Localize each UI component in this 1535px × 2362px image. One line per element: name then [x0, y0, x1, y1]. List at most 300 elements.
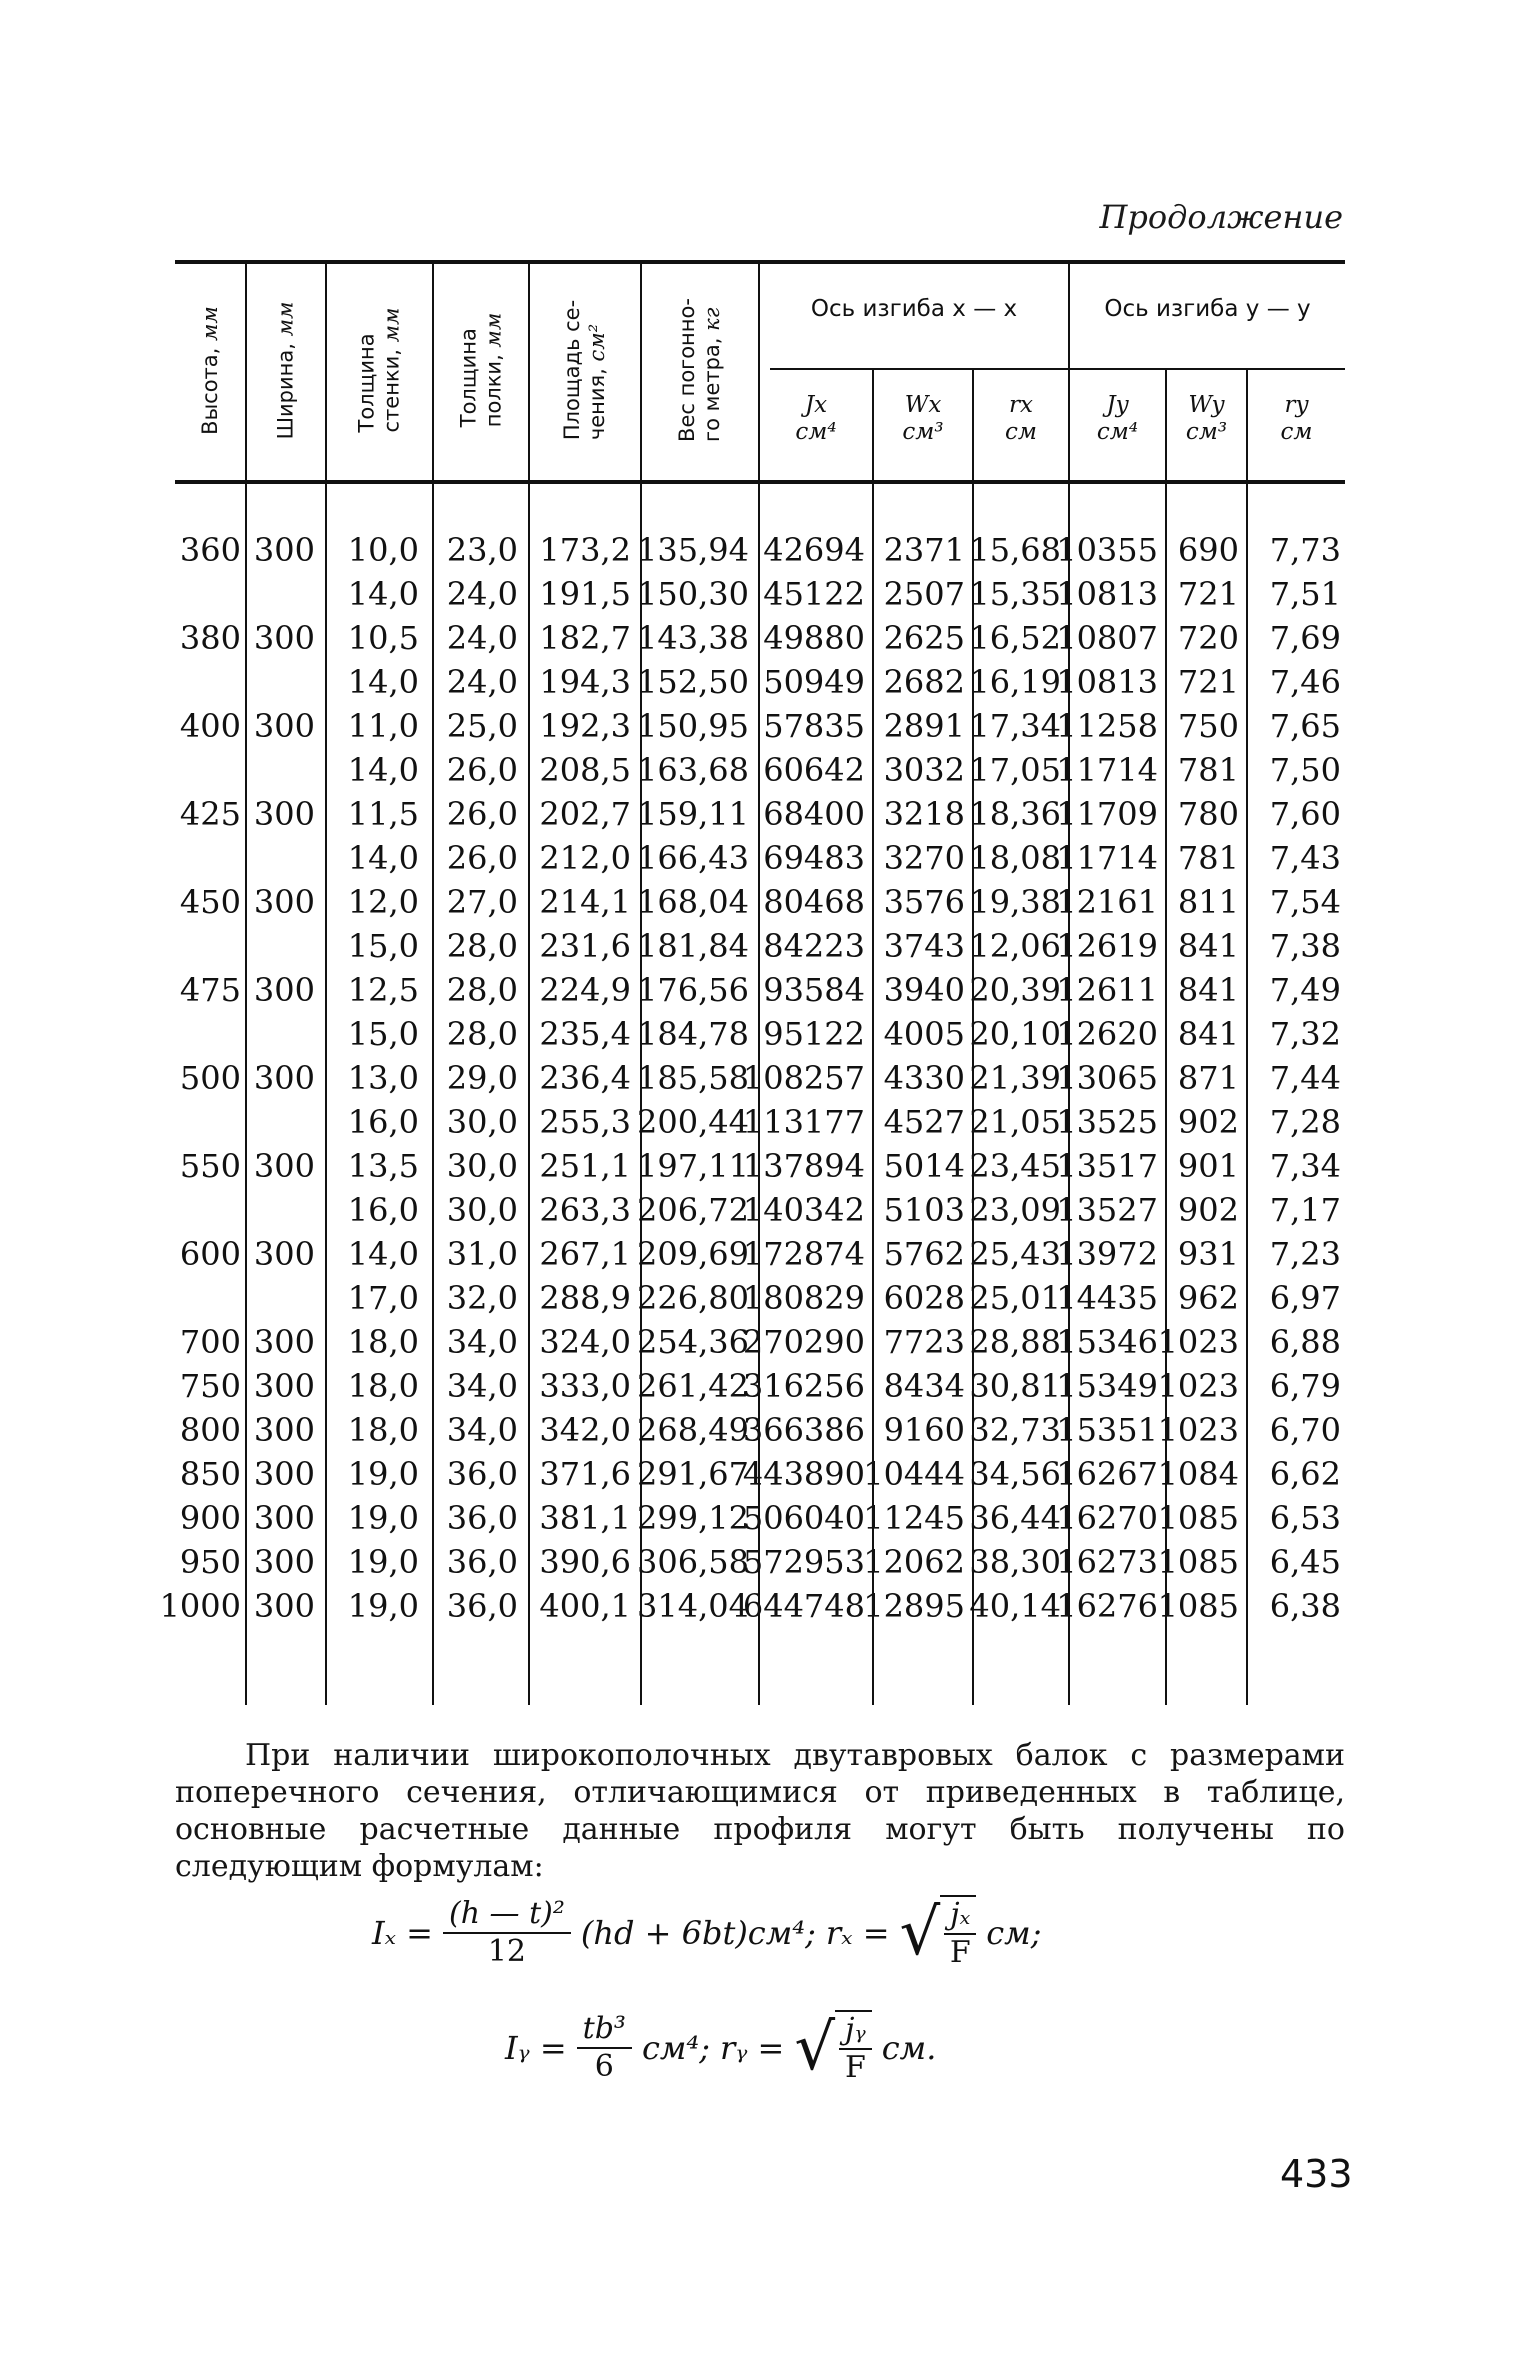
cell-jy: 15351 — [1056, 1411, 1158, 1449]
cell-width: 300 — [253, 1499, 315, 1537]
cell-area: 191,5 — [539, 575, 631, 613]
cell-ry: 6,88 — [1269, 1323, 1341, 1361]
cell-area: 400,1 — [539, 1587, 631, 1625]
cell-web-thickness: 19,0 — [347, 1499, 419, 1537]
cell-wy: 781 — [1177, 751, 1239, 789]
cell-flange-thickness: 23,0 — [446, 531, 518, 569]
header-ry — [1248, 392, 1345, 446]
cell-jy: 11709 — [1056, 795, 1158, 833]
cell-web-thickness: 19,0 — [347, 1543, 419, 1581]
cell-jy: 12611 — [1056, 971, 1158, 1009]
cell-ry: 7,32 — [1269, 1015, 1341, 1053]
cell-ry: 7,46 — [1269, 663, 1341, 701]
cell-width: 300 — [253, 619, 315, 657]
cell-ry: 7,60 — [1269, 795, 1341, 833]
continuation-label: Продолжение — [1099, 198, 1343, 236]
cell-area: 263,3 — [539, 1191, 631, 1229]
table-row — [175, 1144, 1345, 1188]
cell-jx: 180829 — [742, 1279, 865, 1317]
header-wx-symbol: Wx — [904, 392, 942, 418]
header-weight-line1: Вес погонно- — [675, 298, 699, 442]
cell-flange-thickness: 26,0 — [446, 751, 518, 789]
cell-jy: 16273 — [1056, 1543, 1158, 1581]
cell-rx: 21,39 — [969, 1059, 1061, 1097]
table-row — [175, 1408, 1345, 1452]
cell-ry: 7,65 — [1269, 707, 1341, 745]
cell-jx: 108257 — [742, 1059, 865, 1097]
cell-jy: 13065 — [1056, 1059, 1158, 1097]
formula-rx-numerator: jₓ — [944, 1897, 976, 1935]
cell-wy: 841 — [1177, 1015, 1239, 1053]
header-axis-y: Ось изгиба у — у — [1104, 296, 1311, 322]
cell-wx: 4005 — [883, 1015, 965, 1053]
cell-rx: 12,06 — [969, 927, 1061, 965]
cell-wy: 1023 — [1157, 1411, 1239, 1449]
formula-ry-radical — [794, 2010, 871, 2086]
cell-wx: 2507 — [883, 575, 965, 613]
cell-rx: 23,09 — [969, 1191, 1061, 1229]
cell-weight: 268,49 — [637, 1411, 749, 1449]
table-row — [175, 1232, 1345, 1276]
table-row — [175, 1496, 1345, 1540]
cell-area: 251,1 — [539, 1147, 631, 1185]
cell-wx: 3576 — [883, 883, 965, 921]
header-weight — [642, 260, 758, 480]
cell-width: 300 — [253, 1147, 315, 1185]
header-rx — [974, 392, 1068, 446]
sqrt-icon: √ — [899, 1896, 941, 1970]
header-flange-thickness — [434, 260, 528, 480]
cell-width: 300 — [253, 971, 315, 1009]
header-jx-symbol: Jx — [804, 392, 828, 418]
cell-weight: 197,11 — [637, 1147, 749, 1185]
cell-flange-thickness: 28,0 — [446, 971, 518, 1009]
cell-wy: 901 — [1177, 1147, 1239, 1185]
cell-width: 300 — [253, 1059, 315, 1097]
table-row — [175, 1276, 1345, 1320]
cell-ry: 7,44 — [1269, 1059, 1341, 1097]
formula-y-middle: см⁴; — [641, 2029, 711, 2067]
formula-ry-lhs: rᵧ = — [720, 2029, 785, 2067]
cell-width: 300 — [253, 1323, 315, 1361]
profile-table — [159, 260, 1345, 1705]
cell-width: 300 — [253, 707, 315, 745]
cell-area: 267,1 — [539, 1235, 631, 1273]
cell-jy: 13972 — [1056, 1235, 1158, 1273]
cell-ry: 6,97 — [1269, 1279, 1341, 1317]
cell-width: 300 — [253, 1235, 315, 1273]
cell-wx: 2682 — [883, 663, 965, 701]
formula-y-numerator: tb³ — [577, 2011, 632, 2049]
cell-wy: 690 — [1177, 531, 1239, 569]
cell-flange-thickness: 24,0 — [446, 575, 518, 613]
cell-jy: 16276 — [1056, 1587, 1158, 1625]
cell-web-thickness: 12,5 — [347, 971, 419, 1009]
header-jy — [1070, 392, 1165, 446]
cell-jy: 11258 — [1056, 707, 1158, 745]
cell-flange-thickness: 30,0 — [446, 1103, 518, 1141]
cell-rx: 23,45 — [969, 1147, 1061, 1185]
cell-area: 381,1 — [539, 1499, 631, 1537]
cell-weight: 159,11 — [637, 795, 749, 833]
cell-rx: 17,05 — [969, 751, 1061, 789]
cell-rx: 19,38 — [969, 883, 1061, 921]
cell-width: 300 — [253, 1411, 315, 1449]
table-row — [175, 836, 1345, 880]
cell-rx: 15,68 — [969, 531, 1061, 569]
cell-weight: 150,30 — [637, 575, 749, 613]
cell-web-thickness: 16,0 — [347, 1191, 419, 1229]
cell-weight: 181,84 — [637, 927, 749, 965]
cell-jx: 69483 — [763, 839, 865, 877]
cell-weight: 226,80 — [637, 1279, 749, 1317]
cell-area: 255,3 — [539, 1103, 631, 1141]
cell-web-thickness: 13,0 — [347, 1059, 419, 1097]
formula-x — [372, 1895, 1041, 1971]
cell-wy: 962 — [1177, 1279, 1239, 1317]
cell-area: 371,6 — [539, 1455, 631, 1493]
cell-area: 214,1 — [539, 883, 631, 921]
formula-x-middle: (hd + 6bt)см⁴; — [580, 1914, 816, 1952]
header-flange-line1: Толщина — [456, 328, 481, 428]
cell-jy: 13517 — [1056, 1147, 1158, 1185]
cell-wx: 6028 — [883, 1279, 965, 1317]
cell-wy: 841 — [1177, 971, 1239, 1009]
cell-rx: 18,36 — [969, 795, 1061, 833]
table-row — [175, 1364, 1345, 1408]
cell-wy: 1023 — [1157, 1367, 1239, 1405]
formula-rx-lhs: rₓ = — [825, 1914, 890, 1952]
header-jy-unit: см⁴ — [1096, 419, 1139, 445]
cell-wy: 720 — [1177, 619, 1239, 657]
explanation-paragraph: При наличии широкополочных двутавровых балок с размерами поперечного сечения, отличающимися от приведенных в таблице, основные расчетные данные профиля могут быть получены по следующим формулам: — [175, 1738, 1345, 1884]
cell-wx: 12062 — [863, 1543, 965, 1581]
cell-rx: 25,01 — [969, 1279, 1061, 1317]
formula-rx-denominator: F — [949, 1935, 971, 1970]
table-row — [175, 924, 1345, 968]
cell-wx: 5762 — [883, 1235, 965, 1273]
table-row — [175, 616, 1345, 660]
header-wy — [1167, 392, 1246, 446]
formula-rx-unit: см; — [986, 1914, 1042, 1952]
cell-weight: 206,72 — [637, 1191, 749, 1229]
header-web-thickness — [327, 260, 432, 480]
formula-x-lhs: Iₓ = — [372, 1914, 433, 1952]
cell-jx: 60642 — [763, 751, 865, 789]
cell-web-thickness: 18,0 — [347, 1367, 419, 1405]
cell-ry: 6,70 — [1269, 1411, 1341, 1449]
cell-jy: 13527 — [1056, 1191, 1158, 1229]
cell-wy: 721 — [1177, 575, 1239, 613]
cell-web-thickness: 10,5 — [347, 619, 419, 657]
cell-wy: 811 — [1177, 883, 1239, 921]
cell-flange-thickness: 28,0 — [446, 927, 518, 965]
cell-web-thickness: 19,0 — [347, 1587, 419, 1625]
table-row — [175, 1188, 1345, 1232]
header-height-unit: мм — [197, 305, 222, 341]
cell-ry: 7,23 — [1269, 1235, 1341, 1273]
cell-ry: 7,50 — [1269, 751, 1341, 789]
table-row — [175, 968, 1345, 1012]
cell-rx: 25,43 — [969, 1235, 1061, 1273]
cell-wx: 4330 — [883, 1059, 965, 1097]
cell-weight: 200,44 — [637, 1103, 749, 1141]
cell-ry: 6,62 — [1269, 1455, 1341, 1493]
cell-wx: 9160 — [883, 1411, 965, 1449]
formula-rx-radical — [900, 1895, 977, 1971]
cell-height: 380 — [179, 619, 241, 657]
cell-jx: 50949 — [763, 663, 865, 701]
sqrt-icon: √ — [794, 2011, 836, 2085]
cell-wx: 5103 — [883, 1191, 965, 1229]
cell-flange-thickness: 29,0 — [446, 1059, 518, 1097]
cell-jy: 13525 — [1056, 1103, 1158, 1141]
header-jx-unit: см⁴ — [795, 419, 837, 445]
cell-weight: 306,58 — [637, 1543, 749, 1581]
header-width — [247, 260, 325, 480]
cell-jy: 15349 — [1056, 1367, 1158, 1405]
cell-flange-thickness: 24,0 — [446, 619, 518, 657]
cell-wx: 7723 — [883, 1323, 965, 1361]
cell-flange-thickness: 34,0 — [446, 1323, 518, 1361]
cell-flange-thickness: 32,0 — [446, 1279, 518, 1317]
cell-width: 300 — [253, 531, 315, 569]
cell-wy: 1085 — [1157, 1587, 1239, 1625]
cell-ry: 6,45 — [1269, 1543, 1341, 1581]
table-row — [175, 792, 1345, 836]
cell-jx: 572953 — [742, 1543, 865, 1581]
header-ry-symbol: ry — [1284, 392, 1309, 418]
table-row — [175, 528, 1345, 572]
cell-web-thickness: 17,0 — [347, 1279, 419, 1317]
formula-ry-fraction — [839, 2012, 872, 2086]
cell-web-thickness: 18,0 — [347, 1323, 419, 1361]
cell-ry: 7,51 — [1269, 575, 1341, 613]
formula-x-fraction — [443, 1896, 571, 1970]
header-web-unit: мм — [379, 307, 404, 343]
cell-weight: 166,43 — [637, 839, 749, 877]
cell-jy: 10813 — [1056, 575, 1158, 613]
cell-area: 333,0 — [539, 1367, 631, 1405]
cell-weight: 176,56 — [637, 971, 749, 1009]
cell-wx: 4527 — [883, 1103, 965, 1141]
header-axis-x: Ось изгиба х — х — [810, 296, 1018, 322]
table-body — [159, 528, 1345, 1628]
cell-rx: 15,35 — [969, 575, 1061, 613]
cell-height: 450 — [179, 883, 241, 921]
cell-jx: 45122 — [763, 575, 865, 613]
cell-web-thickness: 15,0 — [347, 1015, 419, 1053]
cell-jx: 49880 — [763, 619, 865, 657]
cell-web-thickness: 14,0 — [347, 839, 419, 877]
formula-y-denominator: 6 — [594, 2049, 614, 2084]
cell-wy: 902 — [1177, 1103, 1239, 1141]
cell-ry: 7,28 — [1269, 1103, 1341, 1141]
cell-wy: 780 — [1177, 795, 1239, 833]
cell-web-thickness: 11,5 — [347, 795, 419, 833]
cell-height: 360 — [179, 531, 241, 569]
header-rx-unit: см — [1005, 419, 1037, 445]
cell-jx: 68400 — [763, 795, 865, 833]
cell-area: 208,5 — [539, 751, 631, 789]
cell-jx: 113177 — [742, 1103, 865, 1141]
cell-rx: 17,34 — [969, 707, 1061, 745]
cell-weight: 184,78 — [637, 1015, 749, 1053]
cell-rx: 30,81 — [969, 1367, 1061, 1405]
cell-jy: 14435 — [1056, 1279, 1158, 1317]
cell-flange-thickness: 34,0 — [446, 1367, 518, 1405]
cell-area: 324,0 — [539, 1323, 631, 1361]
header-flange-line2: полки, — [481, 347, 506, 428]
cell-rx: 28,88 — [969, 1323, 1061, 1361]
formula-y-fraction — [577, 2011, 632, 2085]
cell-flange-thickness: 34,0 — [446, 1411, 518, 1449]
cell-ry: 7,43 — [1269, 839, 1341, 877]
cell-ry: 7,38 — [1269, 927, 1341, 965]
cell-web-thickness: 14,0 — [347, 575, 419, 613]
header-width-label: Ширина, — [273, 335, 298, 439]
cell-jx: 42694 — [763, 531, 865, 569]
cell-width: 300 — [253, 1455, 315, 1493]
cell-height: 850 — [179, 1455, 241, 1493]
formula-rx-fraction — [944, 1897, 976, 1971]
header-jx — [760, 392, 872, 446]
cell-weight: 168,04 — [637, 883, 749, 921]
cell-ry: 6,53 — [1269, 1499, 1341, 1537]
cell-flange-thickness: 31,0 — [446, 1235, 518, 1273]
cell-jy: 15346 — [1056, 1323, 1158, 1361]
cell-ry: 7,73 — [1269, 531, 1341, 569]
cell-jy: 11714 — [1056, 751, 1158, 789]
cell-weight: 254,36 — [637, 1323, 749, 1361]
cell-ry: 7,54 — [1269, 883, 1341, 921]
cell-jx: 270290 — [742, 1323, 865, 1361]
cell-web-thickness: 18,0 — [347, 1411, 419, 1449]
cell-height: 400 — [179, 707, 241, 745]
cell-height: 550 — [179, 1147, 241, 1185]
cell-flange-thickness: 24,0 — [446, 663, 518, 701]
cell-rx: 21,05 — [969, 1103, 1061, 1141]
cell-height: 425 — [179, 795, 241, 833]
cell-wx: 2371 — [883, 531, 965, 569]
cell-wx: 5014 — [883, 1147, 965, 1185]
cell-ry: 7,69 — [1269, 619, 1341, 657]
formula-ry-numerator: jᵧ — [839, 2012, 872, 2050]
cell-web-thickness: 19,0 — [347, 1455, 419, 1493]
cell-rx: 36,44 — [969, 1499, 1061, 1537]
header-area-line1: Площадь се- — [560, 299, 585, 441]
table-row — [175, 1012, 1345, 1056]
cell-web-thickness: 14,0 — [347, 663, 419, 701]
header-weight-unit: кг — [700, 307, 724, 331]
header-wy-unit: см³ — [1185, 419, 1228, 445]
cell-rx: 16,52 — [969, 619, 1061, 657]
table-row — [175, 1056, 1345, 1100]
cell-width: 300 — [253, 1543, 315, 1581]
cell-weight: 152,50 — [637, 663, 749, 701]
cell-area: 231,6 — [539, 927, 631, 965]
cell-jx: 172874 — [742, 1235, 865, 1273]
cell-flange-thickness: 36,0 — [446, 1587, 518, 1625]
cell-area: 202,7 — [539, 795, 631, 833]
cell-wx: 10444 — [863, 1455, 965, 1493]
table-row — [175, 748, 1345, 792]
header-flange-unit: мм — [481, 312, 506, 348]
cell-ry: 7,17 — [1269, 1191, 1341, 1229]
cell-width: 300 — [253, 1587, 315, 1625]
cell-wx: 2891 — [883, 707, 965, 745]
cell-flange-thickness: 26,0 — [446, 839, 518, 877]
cell-flange-thickness: 30,0 — [446, 1147, 518, 1185]
cell-wy: 871 — [1177, 1059, 1239, 1097]
cell-height: 750 — [179, 1367, 241, 1405]
cell-web-thickness: 12,0 — [347, 883, 419, 921]
header-jy-symbol: Jy — [1106, 392, 1129, 418]
cell-area: 288,9 — [539, 1279, 631, 1317]
cell-area: 235,4 — [539, 1015, 631, 1053]
cell-rx: 40,14 — [969, 1587, 1061, 1625]
cell-wy: 1084 — [1157, 1455, 1239, 1493]
cell-web-thickness: 10,0 — [347, 531, 419, 569]
cell-rx: 38,30 — [969, 1543, 1061, 1581]
cell-weight: 299,12 — [637, 1499, 749, 1537]
cell-height: 600 — [179, 1235, 241, 1273]
cell-jy: 10355 — [1056, 531, 1158, 569]
cell-jx: 137894 — [742, 1147, 865, 1185]
page-number: 433 — [1280, 2152, 1353, 2196]
cell-height: 950 — [179, 1543, 241, 1581]
cell-jy: 16270 — [1056, 1499, 1158, 1537]
cell-height: 500 — [179, 1059, 241, 1097]
cell-area: 342,0 — [539, 1411, 631, 1449]
cell-jx: 93584 — [763, 971, 865, 1009]
cell-height: 900 — [179, 1499, 241, 1537]
formula-ry-unit: см. — [881, 2029, 937, 2067]
cell-web-thickness: 13,5 — [347, 1147, 419, 1185]
table-row — [175, 1452, 1345, 1496]
cell-rx: 32,73 — [969, 1411, 1061, 1449]
cell-weight: 261,42 — [637, 1367, 749, 1405]
header-height-label: Высота, — [197, 340, 222, 435]
cell-flange-thickness: 36,0 — [446, 1543, 518, 1581]
cell-web-thickness: 14,0 — [347, 751, 419, 789]
header-height — [175, 260, 245, 480]
cell-width: 300 — [253, 883, 315, 921]
cell-area: 224,9 — [539, 971, 631, 1009]
table-row — [175, 880, 1345, 924]
cell-weight: 163,68 — [637, 751, 749, 789]
cell-height: 700 — [179, 1323, 241, 1361]
table-row — [175, 1100, 1345, 1144]
cell-rx: 20,10 — [969, 1015, 1061, 1053]
formula-ry-denominator: F — [845, 2050, 866, 2085]
formula-x-numerator: (h — t)² — [443, 1896, 571, 1934]
cell-jy: 12620 — [1056, 1015, 1158, 1053]
cell-area: 194,3 — [539, 663, 631, 701]
cell-weight: 150,95 — [637, 707, 749, 745]
header-rx-symbol: rx — [1009, 392, 1033, 418]
header-area-unit: см² — [585, 323, 610, 362]
header-wy-symbol: Wy — [1188, 392, 1225, 418]
cell-jy: 16267 — [1056, 1455, 1158, 1493]
cell-jx: 57835 — [763, 707, 865, 745]
formula-y — [505, 2010, 936, 2086]
cell-jx: 140342 — [742, 1191, 865, 1229]
cell-wy: 750 — [1177, 707, 1239, 745]
cell-web-thickness: 14,0 — [347, 1235, 419, 1273]
table-row — [175, 704, 1345, 748]
cell-wx: 8434 — [883, 1367, 965, 1405]
